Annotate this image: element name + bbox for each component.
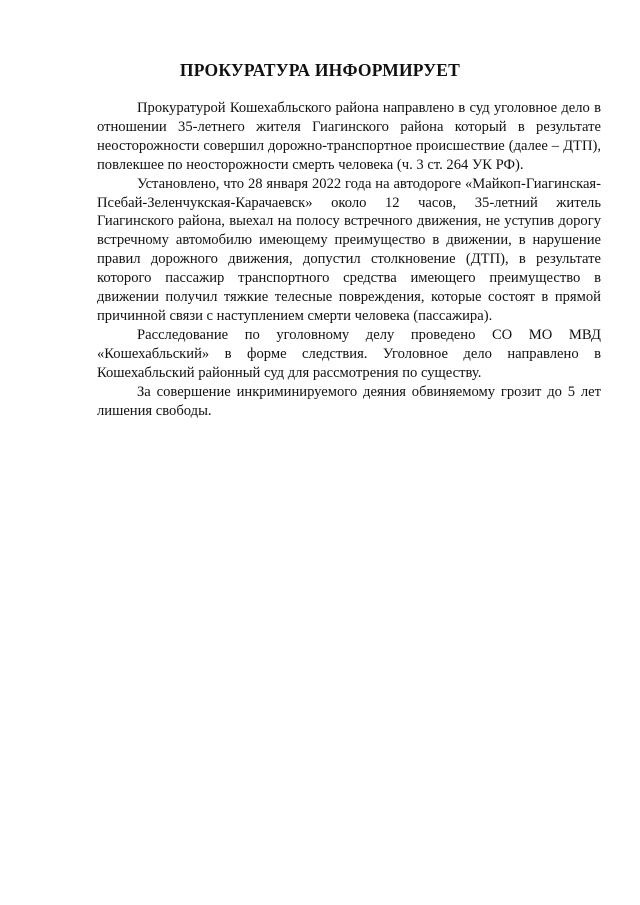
paragraph-investigation: Расследование по уголовному делу проведено СО МО МВД «Кошехабльский» в форме следствия. Уголовное дело направлено в Кошехабльский районный суд для рассмотрения по существу. — [97, 326, 601, 381]
document-title: ПРОКУРАТУРА ИНФОРМИРУЕТ — [179, 60, 461, 80]
paragraph-penalty: За совершение инкриминируемого деяния обвиняемому грозит до 5 лет лишения свободы. — [97, 383, 601, 419]
document-body — [97, 99, 601, 420]
paragraph-case-referral: Прокуратурой Кошехабльского района направлено в суд уголовное дело в отношении 35-летнего жителя Гиагинского района который в результате неосторожности совершил дорожно-транспортное происшествие (далее – ДТП), повлекшее по неосторожности смерть человека (ч. 3 ст. 264 УК РФ). — [97, 100, 601, 173]
paragraph-incident-details: Установлено, что 28 января 2022 года на автодороге «Майкоп-Гиагинская-Псебай-Зеленчукская-Карачаевск» около 12 часов, 35-летний житель Гиагинского района, выехал на полосу встречного движения, не уступив дорогу встречному автомобилю имеющему преимущество в движении, в нарушение правил дорожного движения, допустил столкновение (ДТП), в результате которого пассажир транспортного средства имеющего преимущество в движении получил тяжкие телесные повреждения, которые состоят в прямой причинной связи с наступлением смерти человека (пассажира). — [97, 175, 601, 324]
